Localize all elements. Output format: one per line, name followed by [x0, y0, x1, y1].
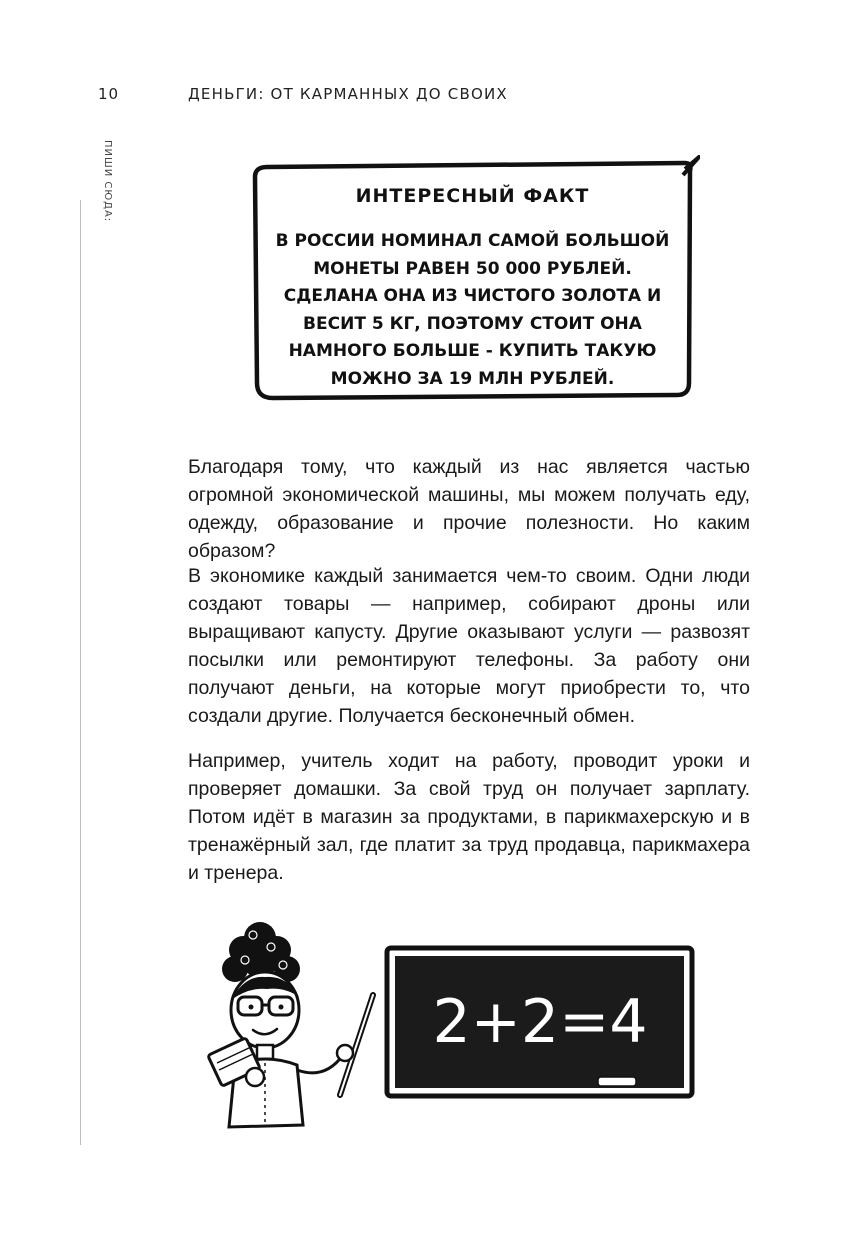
running-title: ДЕНЬГИ: ОТ КАРМАННЫХ ДО СВОИХ	[188, 85, 508, 103]
paragraph-2: В экономике каждый занимается чем-то своим. Одни люди создают товары — например, собирают дроны или выращивают капусту. Другие оказывают услуги — развозят посылки или ремонтируют телефоны. За работу они получают деньги, на которые могут приобрести то, что создали другие. Получается бесконечный обмен.	[188, 565, 750, 727]
fact-text: В РОССИИ НОМИНАЛ САМОЙ БОЛЬШОЙ МОНЕТЫ РАВЕН 50 000 РУБЛЕЙ. СДЕЛАНА ОНА ИЗ ЧИСТОГО ЗОЛОТА И ВЕСИТ 5 КГ, ПОЭТОМУ СТОИТ ОНА НАМНОГО БОЛЬШЕ - КУПИТЬ ТАКУЮ МОЖНО ЗА 19 МЛН РУБЛЕЙ.	[275, 231, 670, 389]
paragraph-1: Благодаря тому, что каждый из нас является частью огромной экономической машины, мы можем получать еду, одежду, образование и прочие полезности. Но каким образом?	[188, 456, 750, 562]
margin-note-line	[80, 200, 81, 1145]
teacher-illustration	[205, 905, 705, 1140]
chalkboard-equation: 2+2=4	[432, 987, 648, 1057]
paragraph-3: Например, учитель ходит на работу, проводит уроки и проверяет домашки. За свой труд он получает зарплату. Потом идёт в магазин за продуктами, в парикмахерскую и в тренажёрный зал, где платит за труд продавца, парикмахера и тренера.	[188, 750, 750, 884]
margin-note-label: ПИШИ СЮДА:	[102, 140, 113, 223]
page-number: 10	[98, 85, 120, 103]
chalk-eraser	[598, 1077, 636, 1086]
fact-box	[245, 155, 700, 405]
chalkboard	[387, 948, 692, 1096]
fact-title: ИНТЕРЕСНЫЙ ФАКТ	[355, 185, 590, 207]
